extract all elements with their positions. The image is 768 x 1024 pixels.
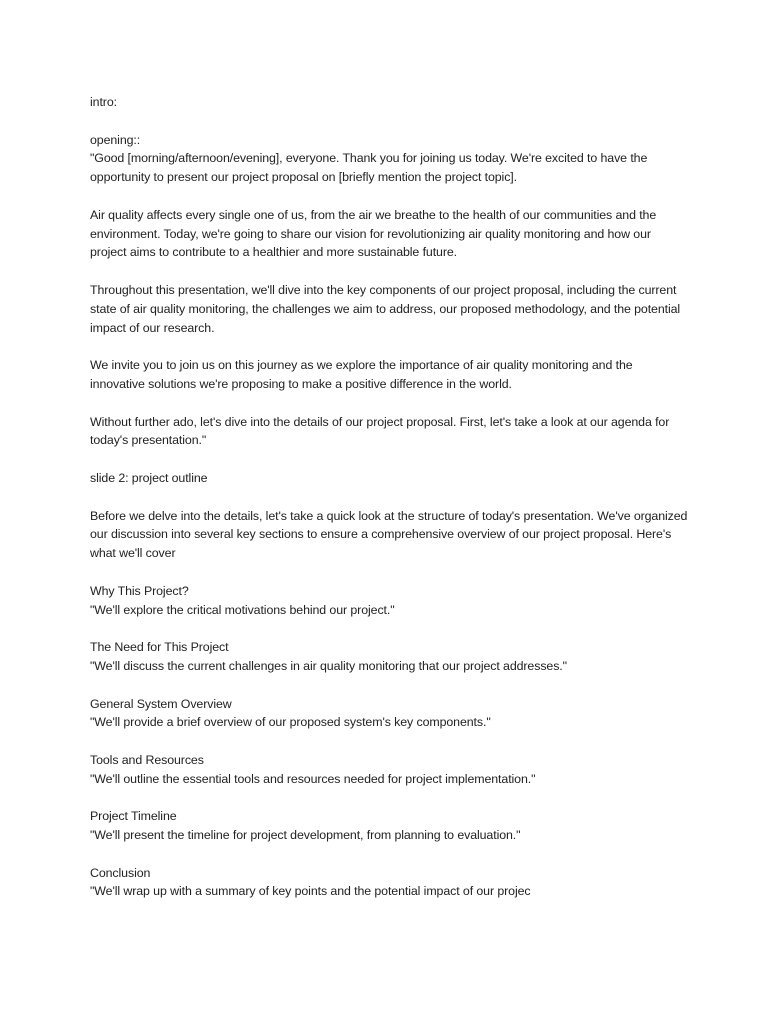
section-quote: "We'll outline the essential tools and resources needed for project implementation." [90, 771, 536, 786]
spacer [90, 337, 688, 356]
section-quote: "We'll wrap up with a summary of key points and the potential impact of our projec [90, 884, 531, 899]
spacer [90, 788, 688, 807]
spacer [90, 187, 688, 206]
spacer [90, 394, 688, 413]
air-quality-paragraph: Air quality affects every single one of us, from the air we breathe to the health of our communities and the environment. Today, we're going to share our vision for revolutionizing air quality monitoring and how our project aims to contribute to a healthier and more sustainable future. [90, 207, 657, 260]
section-quote: "We'll provide a brief overview of our proposed system's key components." [90, 715, 491, 730]
section-title: General System Overview [90, 696, 232, 711]
spacer [90, 619, 688, 638]
before-paragraph: Before we delve into the details, let's take a quick look at the structure of today's presentation. We've organized our discussion into several key sections to ensure a comprehensive overview of our project proposal. Here's what we'll cover [90, 508, 688, 561]
opening-label: opening:: [90, 132, 141, 147]
section-quote: "We'll explore the critical motivations behind our project." [90, 602, 395, 617]
section-title: The Need for This Project [90, 640, 229, 655]
slide2-label: slide 2: project outline [90, 470, 208, 485]
spacer [90, 488, 688, 507]
spacer [90, 450, 688, 469]
spacer [90, 676, 688, 695]
section-title: Tools and Resources [90, 752, 204, 767]
invite-paragraph: We invite you to join us on this journey as we explore the importance of air quality monitoring and the innovative solutions we're proposing to make a positive difference in the world. [90, 358, 633, 391]
section-title: Why This Project? [90, 583, 189, 598]
spacer [90, 262, 688, 281]
section-quote: "We'll present the timeline for project development, from planning to evaluation." [90, 828, 521, 843]
spacer [90, 563, 688, 582]
throughout-paragraph: Throughout this presentation, we'll dive into the key components of our project proposal, including the current state of air quality monitoring, the challenges we aim to address, our proposed methodology, and the potential impact of our research. [90, 282, 681, 335]
without-paragraph: Without further ado, let's dive into the details of our project proposal. First, let's take a look at our agenda for today's presentation." [90, 414, 670, 448]
spacer [90, 732, 688, 751]
spacer [90, 112, 688, 131]
opening-quote: "Good [morning/afternoon/evening], everyone. Thank you for joining us today. We're excited to have the opportunity to present our project proposal on [briefly mention the project topic]. [90, 151, 648, 185]
section-title: Project Timeline [90, 809, 177, 824]
section-title: Conclusion [90, 865, 151, 880]
spacer [90, 845, 688, 864]
intro-label: intro: [90, 95, 117, 109]
section-quote: "We'll discuss the current challenges in air quality monitoring that our project addresses." [90, 658, 567, 673]
